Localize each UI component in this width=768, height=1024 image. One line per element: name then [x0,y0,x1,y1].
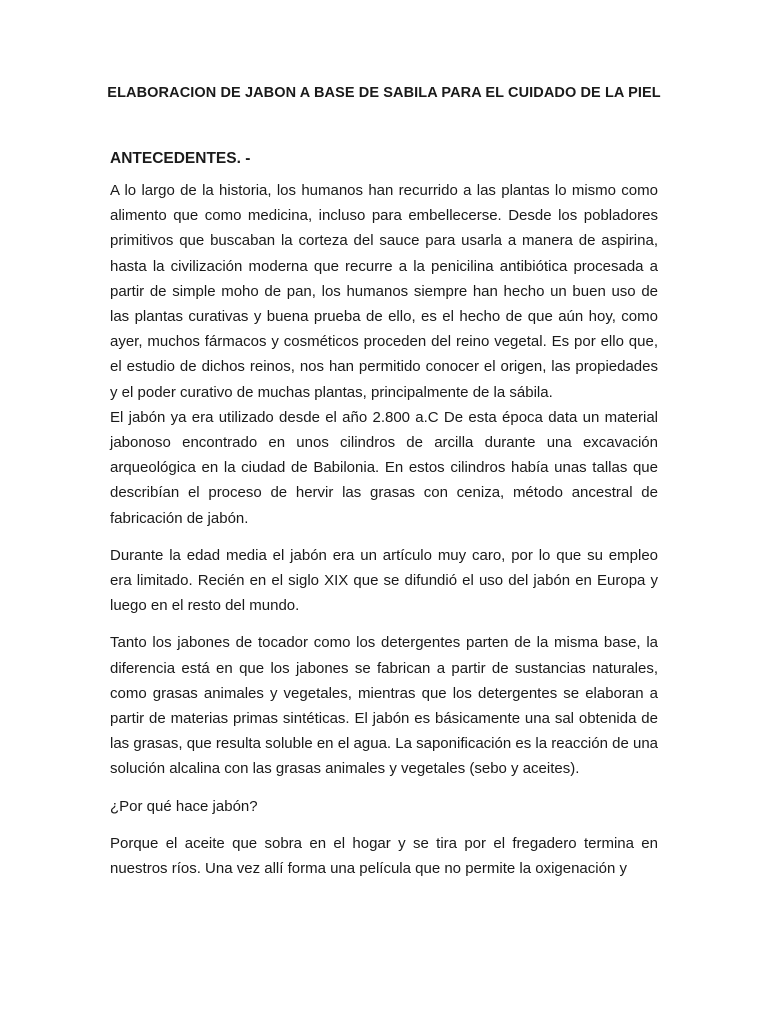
document-title: ELABORACION DE JABON A BASE DE SABILA PARA EL CUIDADO DE LA PIEL [107,85,661,101]
section-heading: ANTECEDENTES. - [110,150,251,167]
paragraph-soap-vs-detergent: Tanto los jabones de tocador como los detergentes parten de la misma base, la diferencia está en que los jabones se fabrican a partir de sustancias naturales, como grasas animales y vegetales, mientras que los detergentes se elaboran a partir de materias primas sintéticas. El jabón es básicamente una sal obtenida de las grasas, que resulta soluble en el agua. La saponificación es la reacción de una solución alcalina con las grasas animales y vegetales (sebo y aceites). [110,634,658,778]
paragraph-why-make-soap: ¿Por qué hace jabón? [110,797,258,815]
paragraph-plants-history: A lo largo de la historia, los humanos han recurrido a las plantas lo mismo como alimento que como medicina, incluso para embellecerse. Desde los pobladores primitivos que buscaban la corteza del sauce para usarla a manera de aspirina, hasta la civilización moderna que recurre a la penicilina antibiótica procesada a partir de simple moho de pan, los humanos siempre han hecho un buen uso de las plantas curativas y buena prueba de ello, es el hecho de que aún hoy, como ayer, muchos fármacos y cosméticos proceden del reino vegetal. Es por ello que, el estudio de dichos reinos, nos han permitido conocer el origen, las propiedades y el poder curativo de muchas plantas, principalmente de la sábila. [110,182,658,401]
paragraph-soap-origin: El jabón ya era utilizado desde el año 2.800 a.C De esta época data un material jabonoso encontrado en unos cilindros de arcilla durante una excavación arqueológica en la ciudad de Babilonia. En estos cilindros había unas tallas que describían el proceso de hervir las grasas con ceniza, método ancestral de fabricación de jabón. [110,408,658,527]
document-body [110,178,658,881]
paragraph-oil-pollution: Porque el aceite que sobra en el hogar y se tira por el fregadero termina en nuestros ríos. Una vez allí forma una película que no permite la oxigenación y [110,834,658,878]
paragraph-middle-ages: Durante la edad media el jabón era un artículo muy caro, por lo que su empleo era limitado. Recién en el siglo XIX que se difundió el uso del jabón en Europa y luego en el resto del mundo. [110,546,658,615]
